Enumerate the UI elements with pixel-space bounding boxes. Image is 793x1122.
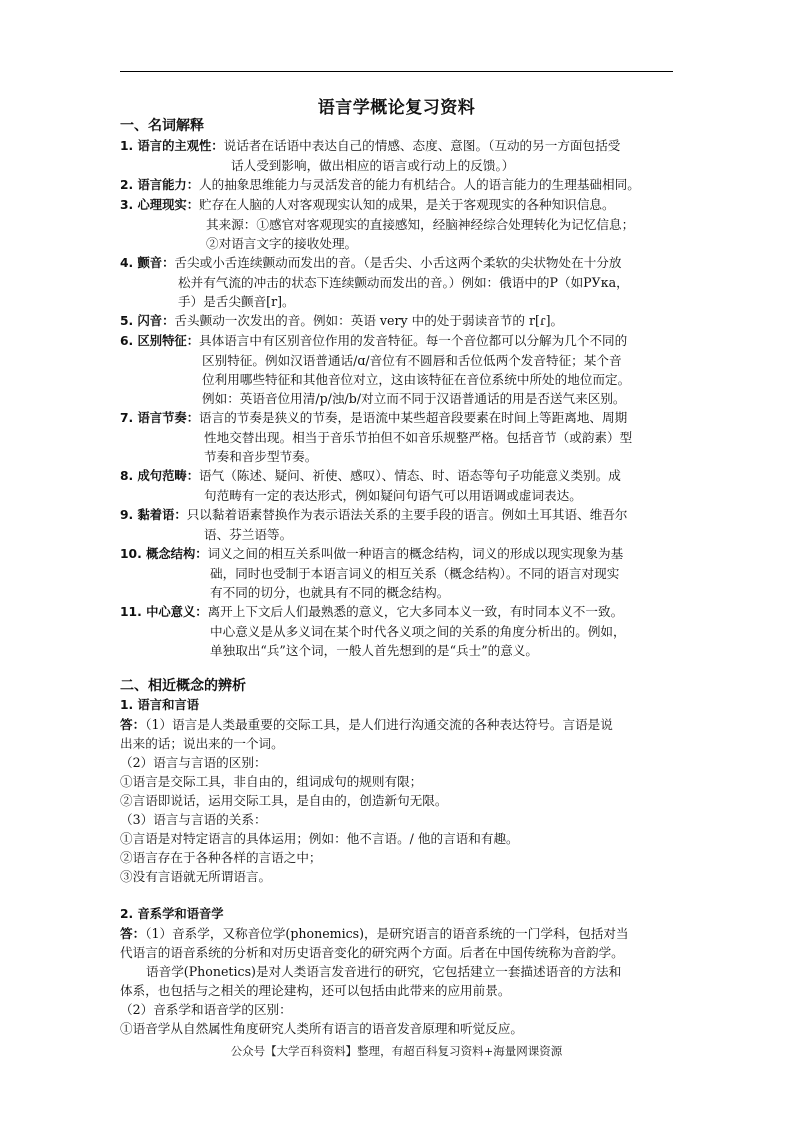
term-head: 9. 黏着语：: [120, 508, 187, 522]
term-continuation: 性地交替出现。相当于音乐节拍但不如音乐规整严格。包括音节（或韵素）型: [204, 430, 633, 445]
term-continuation: ②对语言文字的接收处理。: [206, 236, 358, 251]
spacer: [120, 886, 676, 905]
term-item: [120, 544, 676, 602]
term-continuation: 松并有气流的冲击的状态下连续颤动而发出的音。）例如：俄语中的P（如PУка，: [178, 275, 629, 290]
term-text: 舌尖或小舌连续颤动而发出的音。（是舌尖、小舌这两个柔软的尖状物处在十分放: [174, 255, 622, 270]
term-item: [120, 195, 676, 253]
term-head: 8. 成句范畴：: [120, 469, 199, 483]
text-line: ①语言是交际工具，非自由的，组词成句的规则有限；: [120, 774, 423, 789]
text-line: ②言语即说话，运用交际工具，是自由的，创造新句无限。: [120, 793, 448, 808]
term-continuation: 节奏和音步型节奏。: [204, 449, 318, 464]
answer-label: 答：: [120, 717, 146, 732]
term-continuation: 位利用哪些特征和其他音位对立，这由该特征在音位系统中所处的地位而定。: [202, 372, 631, 387]
text-line: ①语音学从自然属性角度研究人类所有语言的语音发音原理和听觉反应。: [120, 1021, 523, 1036]
text-line: 体系，也包括与之相关的理论建构，还可以包括由此带来的应用前景。: [120, 983, 511, 998]
text-line: 出来的话；说出来的一个词。: [120, 736, 284, 751]
answer-paragraph: [120, 715, 676, 734]
term-head: 5. 闪音：: [120, 314, 175, 328]
answer-label: 答：: [120, 926, 146, 941]
term-head: 1. 语言的主观性：: [120, 139, 224, 153]
answer-paragraph: [120, 924, 676, 943]
text-line: 语音学(Phonetics)是对人类语言发音进行的研究，它包括建立一套描述语音的方法和: [146, 964, 622, 979]
term-text: 舌头颤动一次发出的音。例如：英语 very 中的处于弱读音节的 r[ɾ]。: [174, 313, 564, 328]
term-head: 2. 语言能力：: [120, 178, 199, 192]
document-body: [120, 117, 676, 1038]
text-line: （2）音系学和语音学的区别：: [120, 1002, 292, 1017]
term-item: [120, 505, 676, 544]
term-continuation: 础，同时也受制于本语言词义的相互关系（概念结构）。不同的语言对现实: [210, 566, 620, 581]
subsection-heading: 2. 音系学和语音学: [120, 907, 224, 921]
section-heading: 一、名词解释: [120, 118, 204, 134]
term-head: 4. 颤音：: [120, 256, 175, 270]
term-head: 6. 区别特征：: [120, 334, 199, 348]
term-item: [120, 408, 676, 466]
term-continuation: 其来源：①感官对客观现实的直接感知，经脑神经综合处理转化为记忆信息；: [206, 217, 635, 232]
term-item: [120, 466, 676, 505]
text-line: （3）语言与言语的关系：: [120, 812, 267, 827]
text-line: ①言语是对特定语言的具体运用；例如：他不言语。/ 他的言语和有趣。: [120, 831, 519, 846]
term-continuation: 话人受到影响，做出相应的语言或行动上的反馈。）: [231, 158, 515, 173]
page-title: 语言学概论复习资料: [317, 98, 476, 118]
term-item: [120, 136, 676, 175]
term-text: 说话者在话语中表达自己的情感、态度、意图。（互动的另一方面包括受: [223, 138, 621, 153]
term-continuation: 区别特征。例如汉语普通话/ɑ/音位有不圆唇和舌位低两个发音特征；某个音: [202, 353, 622, 368]
term-continuation: 语、芬兰语等。: [204, 527, 293, 542]
term-text: 词义之间的相互关系叫做一种语言的概念结构，词义的形成以现实现象为基: [207, 546, 624, 561]
text-line: ③没有言语就无所谓语言。: [120, 869, 272, 884]
term-text: 离开上下文后人们最熟悉的意义，它大多同本义一致，有时同本义不一致。: [207, 604, 624, 619]
term-text: 语气（陈述、疑问、祈使、感叹）、情态、时、语态等句子功能意义类别。成: [199, 468, 621, 483]
answer-text: （1）音系学，又称音位学(phonemics)，是研究语言的语音系统的一门学科，包括对当: [145, 926, 629, 941]
term-item: [120, 311, 676, 331]
term-head: 7. 语言节奏：: [120, 411, 199, 425]
footer-note: 公众号【大学百科资料】整理，有超百科复习资料+海量网课资源: [230, 1044, 563, 1058]
term-item: [120, 331, 676, 408]
term-item: [120, 253, 676, 311]
term-text: 只以黏着语素替换作为表示语法关系的主要手段的语言。例如土耳其语、维吾尔: [186, 507, 628, 522]
term-continuation: 手）是舌尖颤音[r]。: [178, 294, 295, 309]
term-item: [120, 602, 676, 660]
term-continuation: 有不同的切分，也就具有不同的概念结构。: [210, 585, 450, 600]
term-continuation: 句范畴有一定的表达形式，例如疑问句语气可以用语调或虚词表达。: [204, 488, 582, 503]
subsection-heading: 1. 语言和言语: [120, 698, 199, 712]
term-item: [120, 175, 676, 195]
text-line: （2）语言与言语的区别：: [120, 755, 267, 770]
term-continuation: 中心意义是从多义词在某个时代各义项之间的关系的角度分析出的。例如，: [210, 624, 626, 639]
term-continuation: 单独取出“兵”这个词，一般人首先想到的是“兵士”的意义。: [210, 643, 539, 658]
text-line: 代语言的语音系统的分析和对历史语音变化的研究两个方面。后者在中国传统称为音韵学。: [120, 945, 624, 960]
term-head: 10. 概念结构：: [120, 547, 208, 561]
term-head: 3. 心理现实：: [120, 198, 199, 212]
header-rule: [120, 71, 673, 72]
answer-text: （1）语言是人类最重要的交际工具，是人们进行沟通交流的各种表达符号。言语是说: [145, 717, 613, 732]
term-text: 语言的节奏是狭义的节奏，是语流中某些超音段要素在时间上等距离地、周期: [199, 410, 628, 425]
text-line: ②语言存在于各种各样的言语之中；: [120, 850, 322, 865]
term-text: 贮存在人脑的人对客观现实认知的成果，是关于客观现实的各种知识信息。: [199, 197, 615, 212]
term-text: 具体语言中有区别音位作用的发音特征。每一个音位都可以分解为几个不同的: [199, 333, 628, 348]
term-continuation: 例如：英语音位用清/p/浊/b/对立而不同于汉语普通话的用是否送气来区别。: [202, 391, 626, 406]
term-head: 11. 中心意义：: [120, 605, 208, 619]
section-heading: 二、相近概念的辨析: [120, 678, 246, 694]
term-text: 人的抽象思维能力与灵活发音的能力有机结合。人的语言能力的生理基础相同。: [199, 177, 640, 192]
